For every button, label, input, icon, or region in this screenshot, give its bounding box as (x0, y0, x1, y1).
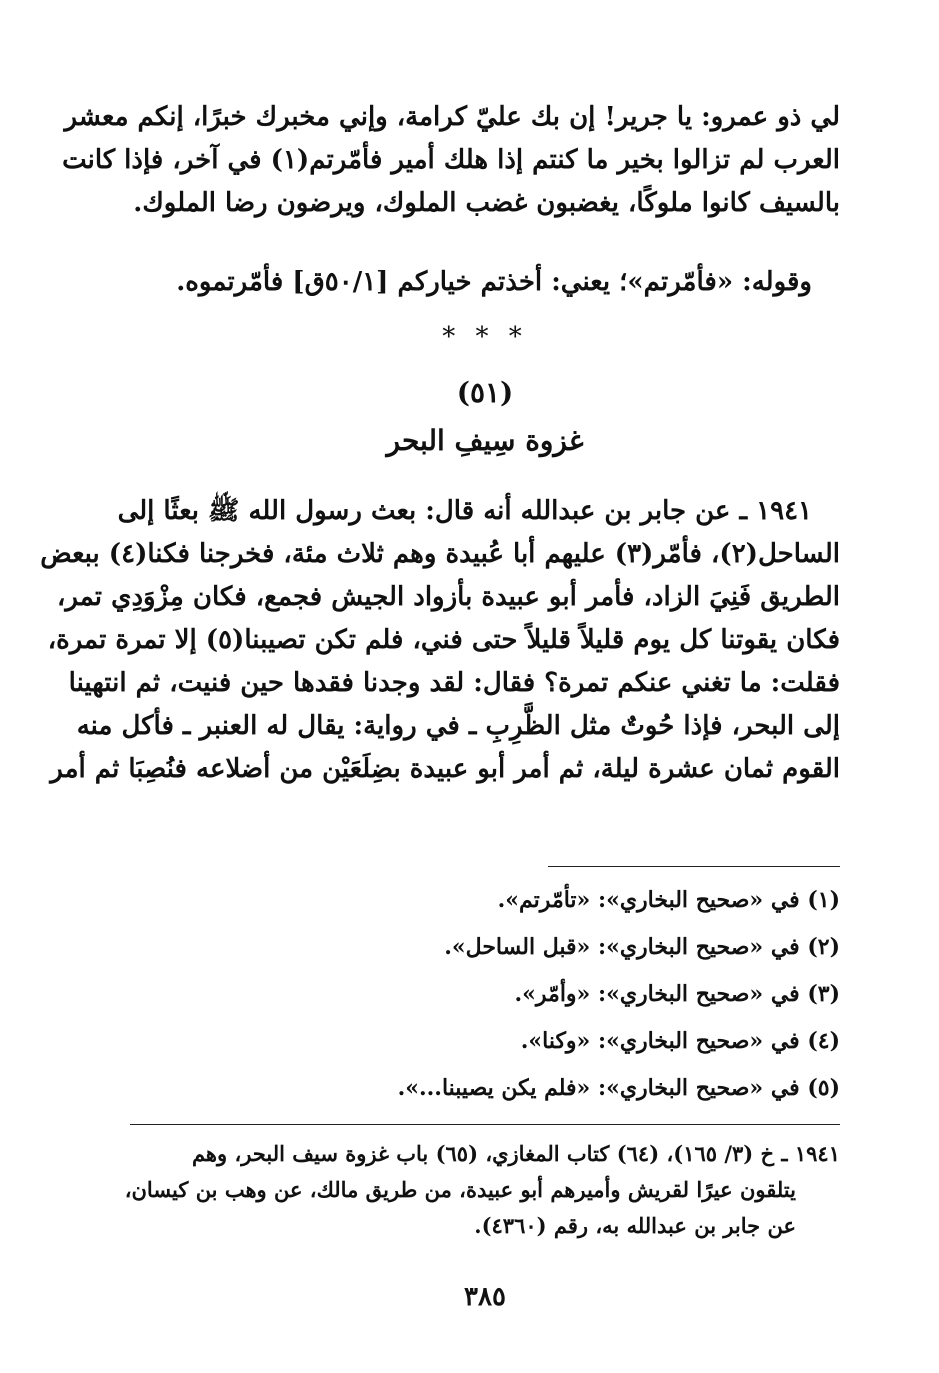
takhrij-divider (130, 1124, 840, 1125)
text-line: فكان يقوتنا كل يوم قليلاً قليلاً حتى فني، فلم تكن تصيبنا(٥) إلا تمرة تمرة، (47, 625, 840, 655)
top-paragraph (62, 96, 840, 225)
footnotes (130, 877, 840, 1112)
text-line: يتلقون عيرًا لقريش وأميرهم أبو عبيدة، من طريق مالك، عن وهب بن كيسان، (124, 1177, 796, 1202)
footnote: (٢) في «صحيح البخاري»: «قبل الساحل». (444, 934, 840, 960)
text-line: القوم ثمان عشرة ليلة، ثم أمر أبو عبيدة بضِلَعَيْن من أضلاعه فنُصِبَا ثم أمر (50, 754, 840, 784)
footnote: (٣) في «صحيح البخاري»: «وأمّر». (514, 981, 840, 1007)
text-line: العرب لم تزالوا بخير ما كنتم إذا هلك أمير فأمّرتم(١) في آخر، فإذا كانت (62, 145, 840, 175)
footnote-divider (548, 866, 840, 867)
text-line: بالسيف كانوا ملوكًا، يغضبون غضب الملوك، ويرضون رضا الملوك. (133, 188, 840, 218)
text-line: فقلت: ما تغني عنكم تمرة؟ فقال: لقد وجدنا فقدها حين فنيت، ثم انتهينا (68, 668, 840, 698)
text-line: الساحل(٢)، فأمّر(٣) عليهم أبا عُبيدة وهم ثلاث مئة، فخرجنا فكنا(٤) ببعض (40, 539, 840, 569)
text-line: إلى البحر، فإذا حُوتٌ مثل الظَّرِبِ ـ في رواية: يقال له العنبر ـ فأكل منه (76, 711, 840, 741)
hadith-paragraph (40, 490, 840, 791)
text-line: الطريق فَنِيَ الزاد، فأمر أبو عبيدة بأزواد الجيش فجمع، فكان مِزْوَدِي تمر، (57, 582, 840, 612)
chapter-number: (٥١) (456, 376, 514, 409)
takhrij-note (124, 1136, 840, 1244)
footnote: (٥) في «صحيح البخاري»: «فلم يكن يصيبنا...». (397, 1075, 840, 1101)
explanation-paragraph (130, 261, 840, 304)
footnote: (١) في «صحيح البخاري»: «تأمّرتم». (497, 887, 840, 913)
text-line: وقوله: «فأمّرتم»؛ يعني: أخذتم خياركم [٥٠/١ق] فأمّرتموه. (176, 267, 812, 297)
page-number: ٣٨٥ (464, 1282, 506, 1312)
text-line: عن جابر بن عبدالله به، رقم (٤٣٦٠). (474, 1213, 796, 1238)
text-line: ١٩٤١ ـ خ (٣/ ١٦٥)، (٦٤) كتاب المغازي، (٦٥) باب غزوة سيف البحر، وهم (191, 1141, 840, 1166)
text-line: ١٩٤١ ـ عن جابر بن عبدالله أنه قال: بعث رسول الله ﷺ بعثًا إلى (117, 496, 812, 526)
section-separator: * * * (442, 322, 528, 352)
footnote: (٤) في «صحيح البخاري»: «وكنا». (520, 1028, 840, 1054)
chapter-title: غزوة سِيفِ البحر (386, 424, 584, 457)
text-line: لي ذو عمرو: يا جرير! إن بك عليّ كرامة، وإني مخبرك خبرًا، إنكم معشر (64, 102, 840, 132)
